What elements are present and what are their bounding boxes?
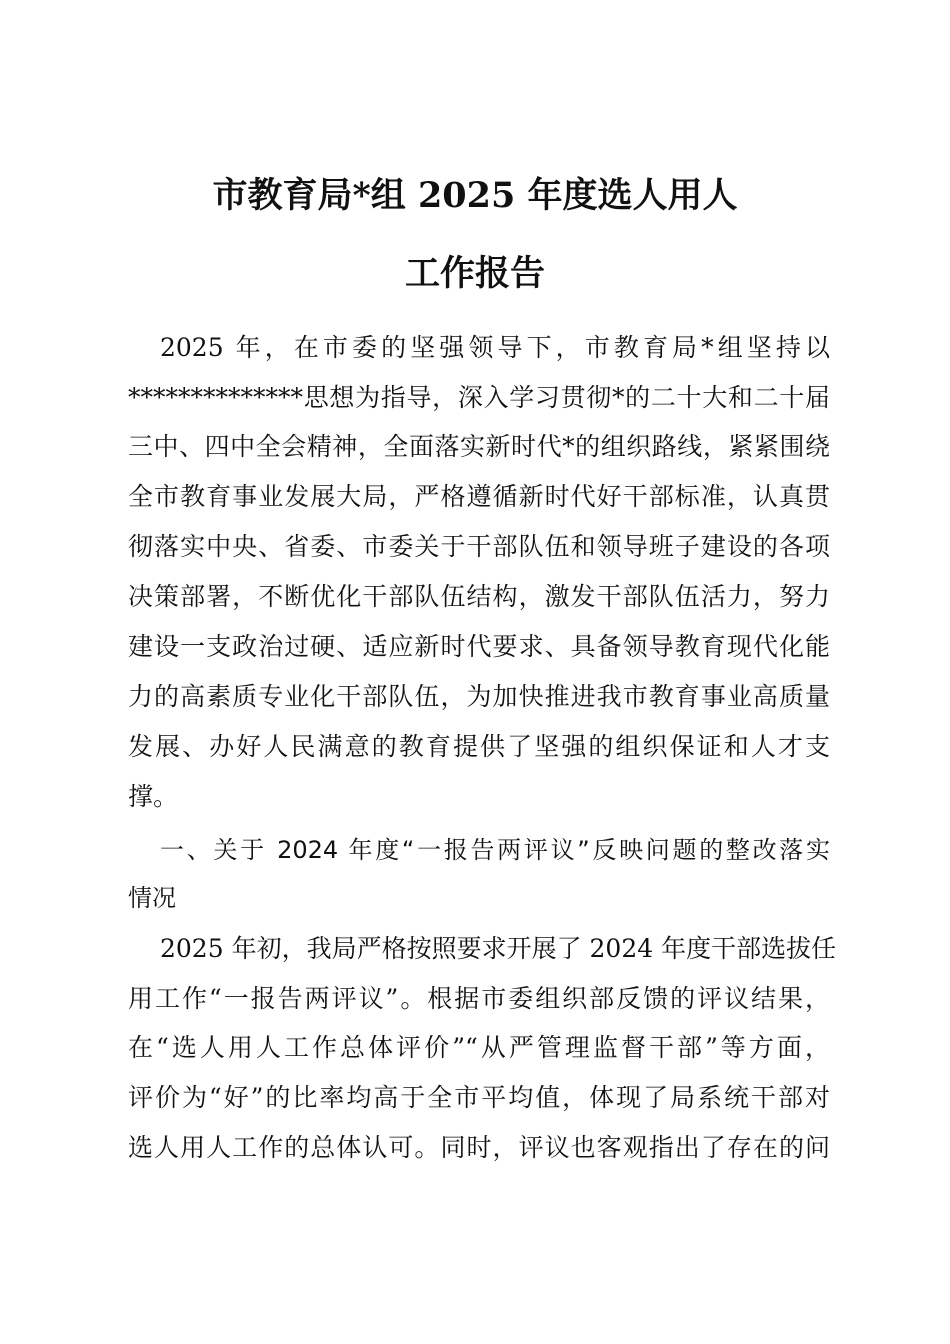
- text-line: 用工作“一报告两评议”。根据市委组织部反馈的评议结果，: [128, 984, 830, 1013]
- text-line: 彻落实中央、省委、市委关于干部队伍和领导班子建设的各项: [128, 532, 830, 561]
- text-line: 在“选人用人工作总体评价”“从严管理监督干部”等方面，: [128, 1033, 830, 1062]
- text-line: 全市教育事业发展大局，严格遵循新时代好干部标准，认真贯: [128, 482, 830, 511]
- text-line: **************思想为指导，深入学习贯彻*的二十大和二十届: [128, 383, 830, 412]
- text-line: 发展、办好人民满意的教育提供了坚强的组织保证和人才支: [128, 732, 830, 761]
- document-title-line-1: 市教育局*组 2025 年度选人用人: [212, 175, 738, 216]
- text-line: 评价为“好”的比率均高于全市平均值，体现了局系统干部对: [128, 1083, 830, 1112]
- text-line: 选人用人工作的总体认可。同时，评议也客观指出了存在的问: [128, 1133, 830, 1162]
- heading-line: 情况: [128, 884, 176, 912]
- text-line: 建设一支政治过硬、适应新时代要求、具备领导教育现代化能: [128, 632, 830, 661]
- heading-line: 一、关于 2024 年度“一报告两评议”反映问题的整改落实: [160, 836, 830, 864]
- text-line: 三中、四中全会精神，全面落实新时代*的组织路线，紧紧围绕: [128, 432, 830, 461]
- text-line: 撑。: [128, 782, 179, 811]
- document-title-line-2: 工作报告: [404, 253, 545, 294]
- text-line: 2025 年初，我局严格按照要求开展了 2024 年度干部选拔任: [160, 934, 837, 963]
- text-line: 决策部署，不断优化干部队伍结构，激发干部队伍活力，努力: [128, 582, 830, 611]
- text-line: 力的高素质专业化干部队伍，为加快推进我市教育事业高质量: [128, 682, 830, 711]
- text-line: 2025 年，在市委的坚强领导下，市教育局*组坚持以: [160, 333, 830, 362]
